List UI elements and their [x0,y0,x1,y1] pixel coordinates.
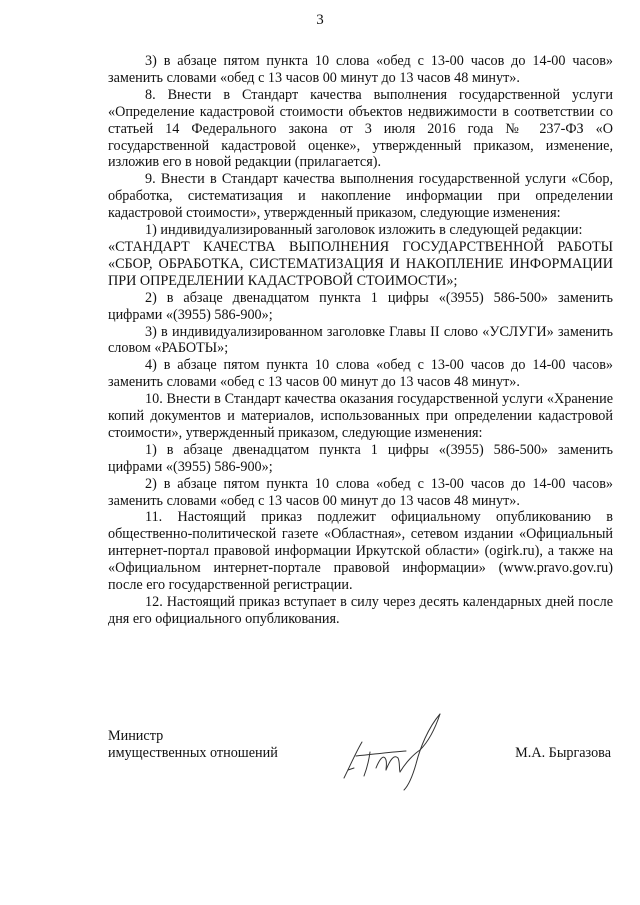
paragraph: 8. Внести в Стандарт качества выполнения государственной услуги «Определение кадастровой стоимости объектов недвижимости в соответствии со статьей 14 Федерального закона от 3 июля 2016 года № 237-ФЗ «О государственной кадастровой оценке», утвержденный приказом, изменение, изложив его в новой редакции (прилагается). [108,86,613,171]
signatory-name: М.А. Быргазова [515,745,611,761]
handwritten-signature [336,702,466,792]
paragraph: 1) индивидуализированный заголовок изложить в следующей редакции: [145,222,583,239]
signatory-title [108,728,278,762]
standard-heading: «СТАНДАРТ КАЧЕСТВА ВЫПОЛНЕНИЯ ГОСУДАРСТВЕННОЙ РАБОТЫ «СБОР, ОБРАБОТКА, СИСТЕМАТИЗАЦИЯ И НАКОПЛЕНИЕ ИНФОРМАЦИИ ПРИ ОПРЕДЕЛЕНИИ КАДАСТРОВОЙ СТОИМОСТИ»; [108,238,613,289]
paragraph: 3) в абзаце пятом пункта 10 слова «обед с 13-00 часов до 14-00 часов» заменить словами «обед с 13 часов 00 минут до 13 часов 48 минут». [108,53,613,86]
paragraph: 10. Внести в Стандарт качества оказания государственной услуги «Хранение копий документов и материалов, использованных при определении кадастровой стоимости», утвержденный приказом, следующие изменения: [108,391,613,441]
paragraph: 3) в индивидуализированном заголовке Главы II слово «УСЛУГИ» заменить словом «РАБОТЫ»; [108,323,613,357]
paragraph: 9. Внести в Стандарт качества выполнения государственной услуги «Сбор, обработка, систематизация и накопление информации при определении кадастровой стоимости», утвержденный приказом, следующие изменения: [108,171,613,222]
document-body [108,53,613,628]
signatory-title-line: Министр [108,728,164,744]
paragraph: 4) в абзаце пятом пункта 10 слова «обед с 13-00 часов до 14-00 часов» заменить словами «обед с 13 часов 00 минут до 13 часов 48 минут». [108,357,613,391]
paragraph: 1) в абзаце двенадцатом пункта 1 цифры «(3955) 586-500» заменить цифрами «(3955) 586-900»; [108,441,613,475]
paragraph: 11. Настоящий приказ подлежит официальному опубликованию в общественно-политической газете «Областная», сетевом издании «Официальный интернет-портал правовой информации Иркутской области» (ogirk.ru), а также на «Официальном интернет-портале правовой информации» (www.pravo.gov.ru) после его государственной регистрации. [108,509,613,594]
paragraph: 2) в абзаце пятом пункта 10 слова «обед с 13-00 часов до 14-00 часов» заменить словами «обед с 13 часов 00 минут до 13 часов 48 минут». [108,475,613,509]
signature-block [108,720,613,790]
paragraph: 2) в абзаце двенадцатом пункта 1 цифры «(3955) 586-500» заменить цифрами «(3955) 586-900»; [108,289,613,323]
page-number: 3 [316,12,324,28]
signatory-title-line: имущественных отношений [108,745,278,761]
paragraph: 12. Настоящий приказ вступает в силу через десять календарных дней после дня его официального опубликования. [108,594,613,627]
